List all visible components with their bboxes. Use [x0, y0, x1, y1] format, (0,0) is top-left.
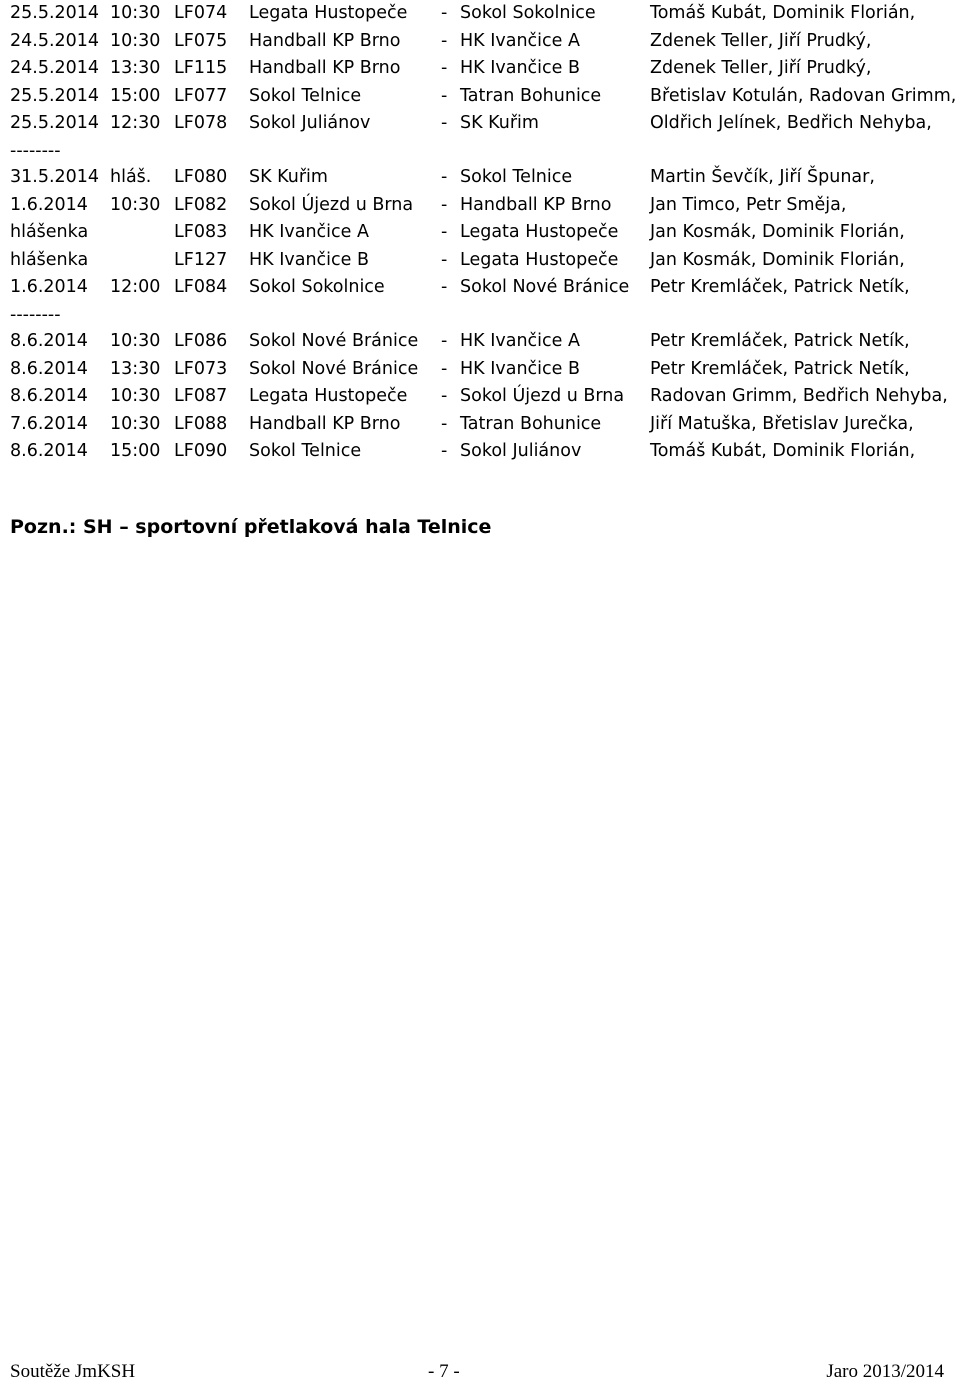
match-code: LF115 — [174, 58, 228, 79]
referees: Tomáš Kubát, Dominik Florián, — [650, 3, 916, 23]
match-row — [10, 0, 955, 28]
match-dash: - — [441, 277, 448, 298]
guest-team: Sokol Sokolnice — [460, 3, 596, 23]
guest-team: SK Kuřim — [460, 113, 539, 134]
round-separator — [10, 138, 955, 164]
match-code: LF087 — [174, 386, 228, 407]
guest-team: Sokol Nové Bránice — [460, 277, 630, 298]
match-date: 1.6.2014 — [10, 194, 88, 215]
home-team: Sokol Sokolnice — [249, 277, 385, 298]
match-time: 13:30 — [110, 58, 161, 79]
footer-competition: Soutěže JmKSH — [10, 1361, 136, 1382]
match-date: 25.5.2014 — [10, 85, 100, 106]
match-dash: - — [441, 3, 448, 23]
match-row — [10, 110, 955, 138]
match-row — [10, 274, 955, 302]
match-date: 25.5.2014 — [10, 3, 100, 23]
guest-team: Sokol Juliánov — [460, 441, 582, 462]
match-code: LF086 — [174, 330, 228, 351]
home-team: Handball KP Brno — [249, 58, 401, 79]
match-code: LF077 — [174, 85, 228, 106]
referees: Petr Kremláček, Patrick Netík, — [650, 277, 910, 298]
match-row — [10, 438, 955, 466]
guest-team: HK Ivančice A — [460, 330, 580, 351]
home-team: Sokol Nové Bránice — [249, 358, 419, 379]
guest-team: Legata Hustopeče — [460, 222, 619, 243]
guest-team: HK Ivančice A — [460, 30, 580, 51]
separator-dashes: -------- — [10, 304, 61, 325]
referees: Petr Kremláček, Patrick Netík, — [650, 330, 910, 351]
referees: Petr Kremláček, Patrick Netík, — [650, 358, 910, 379]
referees: Břetislav Kotulán, Radovan Grimm, — [650, 85, 957, 106]
match-code: LF078 — [174, 113, 228, 134]
match-code: LF074 — [174, 3, 228, 23]
match-code: LF084 — [174, 277, 228, 298]
page-footer — [10, 1360, 950, 1384]
match-row — [10, 247, 955, 275]
home-team: Sokol Telnice — [249, 441, 362, 462]
match-dash: - — [441, 222, 448, 243]
match-row — [10, 383, 955, 411]
match-code: LF075 — [174, 30, 228, 51]
match-date: 1.6.2014 — [10, 277, 88, 298]
match-time: 10:30 — [110, 330, 161, 351]
match-code: LF127 — [174, 249, 228, 270]
match-dash: - — [441, 358, 448, 379]
match-row — [10, 83, 955, 111]
match-date: hlášenka — [10, 249, 89, 270]
match-time: 10:30 — [110, 30, 161, 51]
match-dash: - — [441, 441, 448, 462]
match-time: 10:30 — [110, 413, 161, 434]
match-dash: - — [441, 194, 448, 215]
match-time: 15:00 — [110, 441, 161, 462]
match-row — [10, 356, 955, 384]
referees: Jan Kosmák, Dominik Florián, — [650, 249, 905, 270]
guest-team: Sokol Újezd u Brna — [460, 386, 625, 407]
match-date: 7.6.2014 — [10, 413, 88, 434]
home-team: SK Kuřim — [249, 166, 328, 187]
guest-team: HK Ivančice B — [460, 358, 580, 379]
referees: Zdenek Teller, Jiří Prudký, — [650, 58, 872, 79]
separator-dashes: -------- — [10, 140, 61, 161]
match-dash: - — [441, 166, 448, 187]
referees: Radovan Grimm, Bedřich Nehyba, — [650, 386, 948, 407]
match-row — [10, 55, 955, 83]
referees: Jan Timco, Petr Směja, — [650, 194, 847, 215]
match-row — [10, 328, 955, 356]
match-dash: - — [441, 85, 448, 106]
footer-page-number: - 7 - — [428, 1361, 460, 1382]
match-date: 24.5.2014 — [10, 58, 100, 79]
match-dash: - — [441, 249, 448, 270]
match-date: 25.5.2014 — [10, 113, 100, 134]
match-time: hláš. — [110, 166, 152, 187]
guest-team: Legata Hustopeče — [460, 249, 619, 270]
match-date: 24.5.2014 — [10, 30, 100, 51]
match-date: hlášenka — [10, 222, 89, 243]
referees: Jan Kosmák, Dominik Florián, — [650, 222, 905, 243]
match-date: 8.6.2014 — [10, 386, 88, 407]
guest-team: Tatran Bohunice — [460, 85, 602, 106]
match-row — [10, 28, 955, 56]
home-team: Legata Hustopeče — [249, 386, 408, 407]
home-team: HK Ivančice B — [249, 249, 369, 270]
match-time: 10:30 — [110, 194, 161, 215]
match-code: LF082 — [174, 194, 228, 215]
match-code: LF080 — [174, 166, 228, 187]
match-time: 15:00 — [110, 85, 161, 106]
match-schedule — [10, 0, 955, 466]
home-team: Legata Hustopeče — [249, 3, 408, 23]
match-dash: - — [441, 58, 448, 79]
home-team: Sokol Nové Bránice — [249, 330, 419, 351]
note: Pozn.: SH – sportovní přetlaková hala Telnice — [10, 516, 492, 538]
match-code: LF083 — [174, 222, 228, 243]
match-row — [10, 411, 955, 439]
match-code: LF090 — [174, 441, 228, 462]
referees: Jiří Matuška, Břetislav Jurečka, — [650, 413, 914, 434]
home-team: Sokol Újezd u Brna — [249, 194, 414, 215]
referees: Martin Ševčík, Jiří Špunar, — [650, 166, 875, 187]
match-code: LF073 — [174, 358, 228, 379]
match-time: 12:30 — [110, 113, 161, 134]
match-date: 8.6.2014 — [10, 358, 88, 379]
home-team: Handball KP Brno — [249, 413, 401, 434]
match-dash: - — [441, 30, 448, 51]
match-date: 31.5.2014 — [10, 166, 100, 187]
match-dash: - — [441, 330, 448, 351]
match-dash: - — [441, 113, 448, 134]
match-row — [10, 164, 955, 192]
guest-team: Sokol Telnice — [460, 166, 573, 187]
match-date: 8.6.2014 — [10, 330, 88, 351]
round-separator — [10, 302, 955, 328]
match-time: 13:30 — [110, 358, 161, 379]
match-time: 12:00 — [110, 277, 161, 298]
match-date: 8.6.2014 — [10, 441, 88, 462]
match-code: LF088 — [174, 413, 228, 434]
home-team: Sokol Juliánov — [249, 113, 371, 134]
match-dash: - — [441, 413, 448, 434]
match-row — [10, 192, 955, 220]
referees: Tomáš Kubát, Dominik Florián, — [650, 441, 916, 462]
referees: Oldřich Jelínek, Bedřich Nehyba, — [650, 113, 932, 134]
footer-season: Jaro 2013/2014 — [826, 1361, 944, 1382]
guest-team: HK Ivančice B — [460, 58, 580, 79]
match-row — [10, 219, 955, 247]
home-team: Handball KP Brno — [249, 30, 401, 51]
home-team: HK Ivančice A — [249, 222, 369, 243]
guest-team: Tatran Bohunice — [460, 413, 602, 434]
match-time: 10:30 — [110, 386, 161, 407]
match-dash: - — [441, 386, 448, 407]
referees: Zdenek Teller, Jiří Prudký, — [650, 30, 872, 51]
guest-team: Handball KP Brno — [460, 194, 612, 215]
match-time: 10:30 — [110, 3, 161, 23]
home-team: Sokol Telnice — [249, 85, 362, 106]
